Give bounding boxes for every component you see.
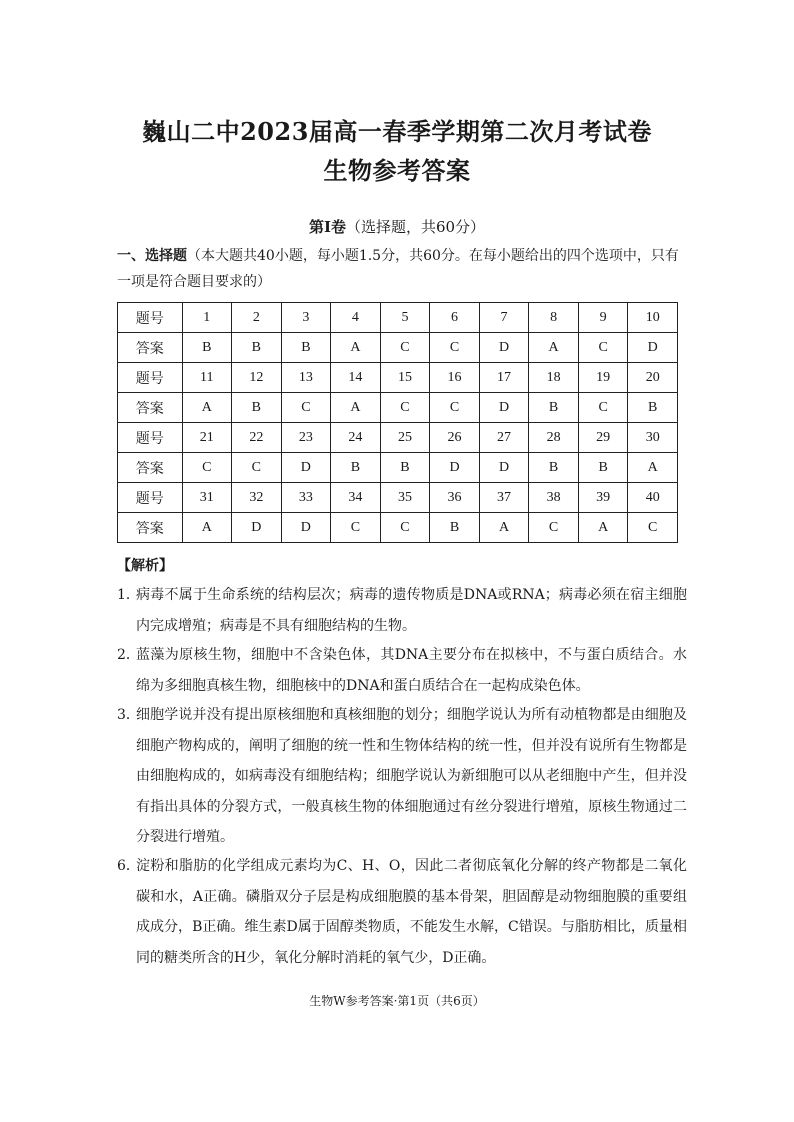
table-row [118, 333, 678, 363]
answer-cell: A [182, 393, 232, 423]
analysis-item [117, 640, 687, 701]
answer-cell: C [430, 393, 480, 423]
answer-cell: B [529, 453, 579, 483]
answer-cell: A [628, 453, 678, 483]
question-number: 21 [182, 423, 232, 453]
row-label: 题号 [118, 363, 183, 393]
question-number: 6 [430, 303, 480, 333]
row-label: 答案 [118, 453, 183, 483]
question-number: 19 [578, 363, 628, 393]
question-number: 4 [331, 303, 381, 333]
answer-cell: A [182, 513, 232, 543]
question-number: 22 [232, 423, 282, 453]
question-number: 7 [479, 303, 529, 333]
answer-cell: B [232, 333, 282, 363]
question-number: 31 [182, 483, 232, 513]
question-number: 18 [529, 363, 579, 393]
answer-cell: B [182, 333, 232, 363]
question-number: 5 [380, 303, 430, 333]
question-number: 28 [529, 423, 579, 453]
question-instructions [117, 243, 687, 269]
item-number: 6． [117, 858, 140, 874]
table-row [118, 453, 678, 483]
table-row [118, 363, 678, 393]
question-number: 39 [578, 483, 628, 513]
section-label: 第Ⅰ卷 [308, 218, 346, 236]
question-number: 1 [182, 303, 232, 333]
answer-cell: A [529, 333, 579, 363]
answer-cell: B [232, 393, 282, 423]
question-number: 8 [529, 303, 579, 333]
table-row [118, 393, 678, 423]
answer-cell: C [529, 513, 579, 543]
item-number: 3． [117, 707, 140, 723]
question-number: 34 [331, 483, 381, 513]
answer-cell: C [430, 333, 480, 363]
instructions-line-2: 一项是符合题目要求的） [117, 274, 271, 290]
question-number: 16 [430, 363, 480, 393]
table-row [118, 483, 678, 513]
question-number: 15 [380, 363, 430, 393]
analysis-item [117, 580, 687, 641]
exam-title: 巍山二中2023届高一春季学期第二次月考试卷 [142, 117, 652, 146]
section-description: （选择题，共60分） [345, 218, 486, 236]
question-number: 10 [628, 303, 678, 333]
row-label: 题号 [118, 303, 183, 333]
table-row [118, 423, 678, 453]
question-group-label: 一、选择题 [117, 248, 187, 264]
answer-cell: B [380, 453, 430, 483]
table-row [118, 303, 678, 333]
answer-cell: C [281, 393, 331, 423]
row-label: 题号 [118, 423, 183, 453]
answer-table [117, 302, 678, 543]
answer-cell: B [331, 453, 381, 483]
answer-key-title: 生物参考答案 [323, 156, 471, 185]
answer-cell: A [479, 513, 529, 543]
question-number: 24 [331, 423, 381, 453]
page-footer: 生物W参考答案·第1页（共6页） [309, 994, 485, 1008]
question-number: 29 [578, 423, 628, 453]
answer-cell: C [331, 513, 381, 543]
answer-cell: C [182, 453, 232, 483]
answer-cell: C [628, 513, 678, 543]
answer-cell: D [281, 453, 331, 483]
question-number: 40 [628, 483, 678, 513]
item-text: 病毒不属于生命系统的结构层次；病毒的遗传物质是DNA或RNA；病毒必须在宿主细胞内完成增殖；病毒是不具有细胞结构的生物。 [136, 587, 687, 634]
question-number: 17 [479, 363, 529, 393]
item-number: 2． [117, 647, 140, 663]
item-text: 淀粉和脂肪的化学组成元素均为C、H、O，因此二者彻底氧化分解的终产物都是二氧化碳和水，A正确。磷脂双分子层是构成细胞膜的基本骨架，胆固醇是动物细胞膜的重要组成成分，B正确。维生素D属于固醇类物质，不能发生水解，C错误。与脂肪相比，质量相同的糖类所含的H少，氧化分解时消耗的氧气少，D正确。 [136, 858, 687, 966]
instructions-line-1: （本大题共40小题，每小题1.5分，共60分。在每小题给出的四个选项中，只有 [187, 248, 679, 264]
row-label: 答案 [118, 513, 183, 543]
analysis-heading: 【解析】 [117, 558, 173, 574]
answer-cell: D [430, 453, 480, 483]
section-heading [0, 216, 794, 237]
analysis-item [117, 851, 687, 973]
answer-cell: C [232, 453, 282, 483]
question-number: 33 [281, 483, 331, 513]
answer-cell: B [430, 513, 480, 543]
answer-cell: D [232, 513, 282, 543]
question-number: 2 [232, 303, 282, 333]
answer-cell: A [331, 393, 381, 423]
answer-cell: C [380, 513, 430, 543]
question-number: 20 [628, 363, 678, 393]
row-label: 题号 [118, 483, 183, 513]
answer-cell: B [578, 453, 628, 483]
question-number: 23 [281, 423, 331, 453]
item-number: 1． [117, 587, 140, 603]
answer-cell: D [479, 453, 529, 483]
answer-cell: B [281, 333, 331, 363]
question-number: 12 [232, 363, 282, 393]
row-label: 答案 [118, 393, 183, 423]
question-number: 9 [578, 303, 628, 333]
question-number: 11 [182, 363, 232, 393]
question-number: 38 [529, 483, 579, 513]
question-number: 32 [232, 483, 282, 513]
question-number: 37 [479, 483, 529, 513]
answer-cell: B [529, 393, 579, 423]
answer-cell: D [281, 513, 331, 543]
answer-cell: C [380, 393, 430, 423]
answer-cell: D [479, 333, 529, 363]
answer-cell: C [578, 333, 628, 363]
answer-cell: A [578, 513, 628, 543]
answer-cell: C [380, 333, 430, 363]
item-text: 细胞学说并没有提出原核细胞和真核细胞的划分；细胞学说认为所有动植物都是由细胞及细胞产物构成的，阐明了细胞的统一性和生物体结构的统一性，但并没有说所有生物都是由细胞构成的，如病毒没有细胞结构；细胞学说认为新细胞可以从老细胞中产生，但并没有指出具体的分裂方式，一般真核生物的体细胞通过有丝分裂进行增殖，原核生物通过二分裂进行增殖。 [136, 707, 687, 845]
question-number: 27 [479, 423, 529, 453]
item-text: 蓝藻为原核生物，细胞中不含染色体，其DNA主要分布在拟核中，不与蛋白质结合。水绵为多细胞真核生物，细胞核中的DNA和蛋白质结合在一起构成染色体。 [136, 647, 687, 694]
question-number: 36 [430, 483, 480, 513]
answer-cell: B [628, 393, 678, 423]
answer-cell: A [331, 333, 381, 363]
question-number: 26 [430, 423, 480, 453]
question-number: 30 [628, 423, 678, 453]
answer-cell: C [578, 393, 628, 423]
answer-cell: D [628, 333, 678, 363]
question-number: 3 [281, 303, 331, 333]
analysis-item [117, 700, 687, 853]
question-number: 35 [380, 483, 430, 513]
table-row [118, 513, 678, 543]
answer-cell: D [479, 393, 529, 423]
question-number: 14 [331, 363, 381, 393]
question-number: 25 [380, 423, 430, 453]
question-number: 13 [281, 363, 331, 393]
row-label: 答案 [118, 333, 183, 363]
